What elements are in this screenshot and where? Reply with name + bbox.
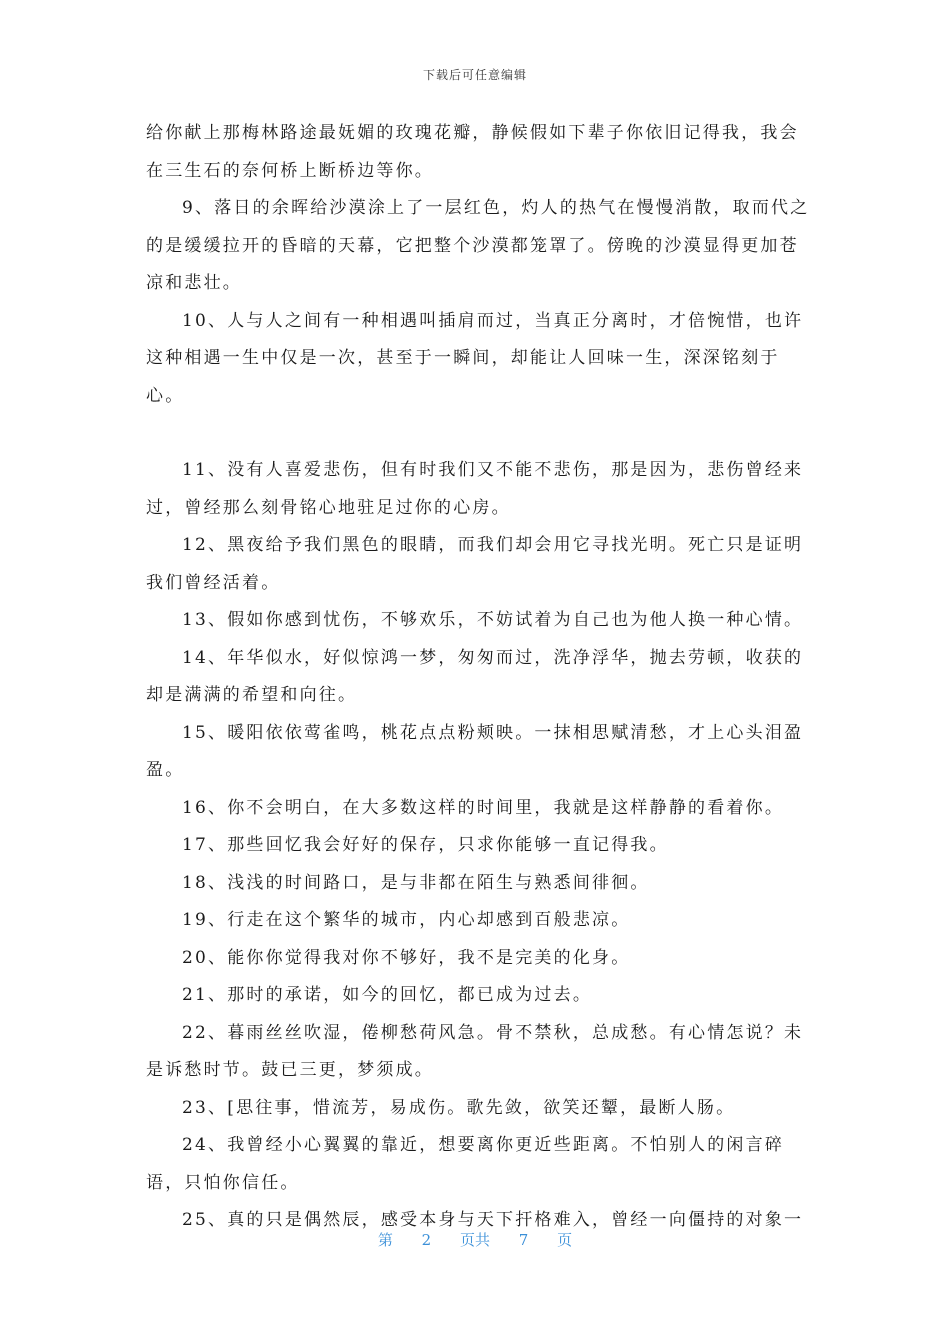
paragraph-item-11: 11、没有人喜爱悲伤，但有时我们又不能不悲伤，那是因为，悲伤曾经来过，曾经那么刻骨铭心地驻足过你的心房。 [146, 460, 804, 518]
paragraph-item-21: 21、那时的承诺，如今的回忆，都已成为过去。 [182, 985, 593, 1005]
paragraph-item-17: 17、那些回忆我会好好的保存，只求你能够一直记得我。 [182, 835, 669, 855]
paragraph-item-15: 15、暖阳依依莺雀鸣，桃花点点粉颊映。一抹相思赋清愁，才上心头泪盈盈。 [146, 722, 804, 780]
paragraph-item-13: 13、假如你感到忧伤，不够欢乐，不妨试着为自己也为他人换一种心情。 [182, 610, 804, 630]
paragraph-gap [146, 415, 811, 452]
page-label-suffix: 页 [557, 1231, 573, 1249]
paragraph-item-20: 20、能你你觉得我对你不够好，我不是完美的化身。 [182, 947, 631, 968]
total-pages-number: 7 [518, 1231, 529, 1249]
page-label-mid: 页共 [459, 1231, 490, 1249]
current-page-number: 2 [421, 1231, 432, 1249]
paragraph-item-22: 22、暮雨丝丝吹湿，倦柳愁荷风急。骨不禁秋，总成愁。有心情怎说？未是诉愁时节。鼓已三更，梦须成。 [146, 1022, 804, 1080]
document-body [146, 115, 811, 1240]
paragraph-item-16: 16、你不会明白，在大多数这样的时间里，我就是这样静静的看着你。 [182, 797, 785, 818]
paragraph-item-10: 10、人与人之间有一种相遇叫插肩而过，当真正分离时，才倍惋惜，也许这种相遇一生中仅是一次，甚至于一瞬间，却能让人回味一生，深深铭刻于心。 [146, 310, 804, 406]
paragraph-item-24: 24、我曾经小心翼翼的靠近，想要离你更近些距离。不怕别人的闲言碎语，只怕你信任。 [146, 1135, 785, 1193]
paragraph-item-18: 18、浅浅的时间路口，是与非都在陌生与熟悉间徘徊。 [182, 872, 650, 893]
page-footer [0, 1229, 950, 1250]
paragraph-item-25: 25、真的只是偶然辰，感受本身与天下扞格难入，曾经一向僵持的对象一 [182, 1210, 804, 1230]
paragraph-item-9: 9、落日的余晖给沙漠涂上了一层红色，灼人的热气在慢慢消散，取而代之的是缓缓拉开的昏暗的天幕，它把整个沙漠都笼罩了。傍晚的沙漠显得更加苍凉和悲壮。 [146, 198, 810, 293]
page-header: 下载后可任意编辑 [422, 68, 527, 82]
paragraph-item-14: 14、年华似水，好似惊鸿一梦，匆匆而过，洗净浮华，抛去劳顿，收获的却是满满的希望和向往。 [146, 647, 804, 705]
paragraph-continuation: 给你献上那梅林路途最妩媚的玫瑰花瓣，静候假如下辈子你依旧记得我，我会在三生石的奈何桥上断桥边等你。 [146, 123, 799, 181]
paragraph-item-12: 12、黑夜给予我们黑色的眼睛，而我们却会用它寻找光明。死亡只是证明我们曾经活着。 [146, 535, 804, 593]
paragraph-item-23: 23、[思往事，惜流芳，易成伤。歌先敛，欲笑还颦，最断人肠。 [182, 1097, 736, 1118]
paragraph-item-19: 19、行走在这个繁华的城市，内心却感到百般悲凉。 [182, 910, 631, 930]
page-label-prefix: 第 [377, 1231, 393, 1249]
